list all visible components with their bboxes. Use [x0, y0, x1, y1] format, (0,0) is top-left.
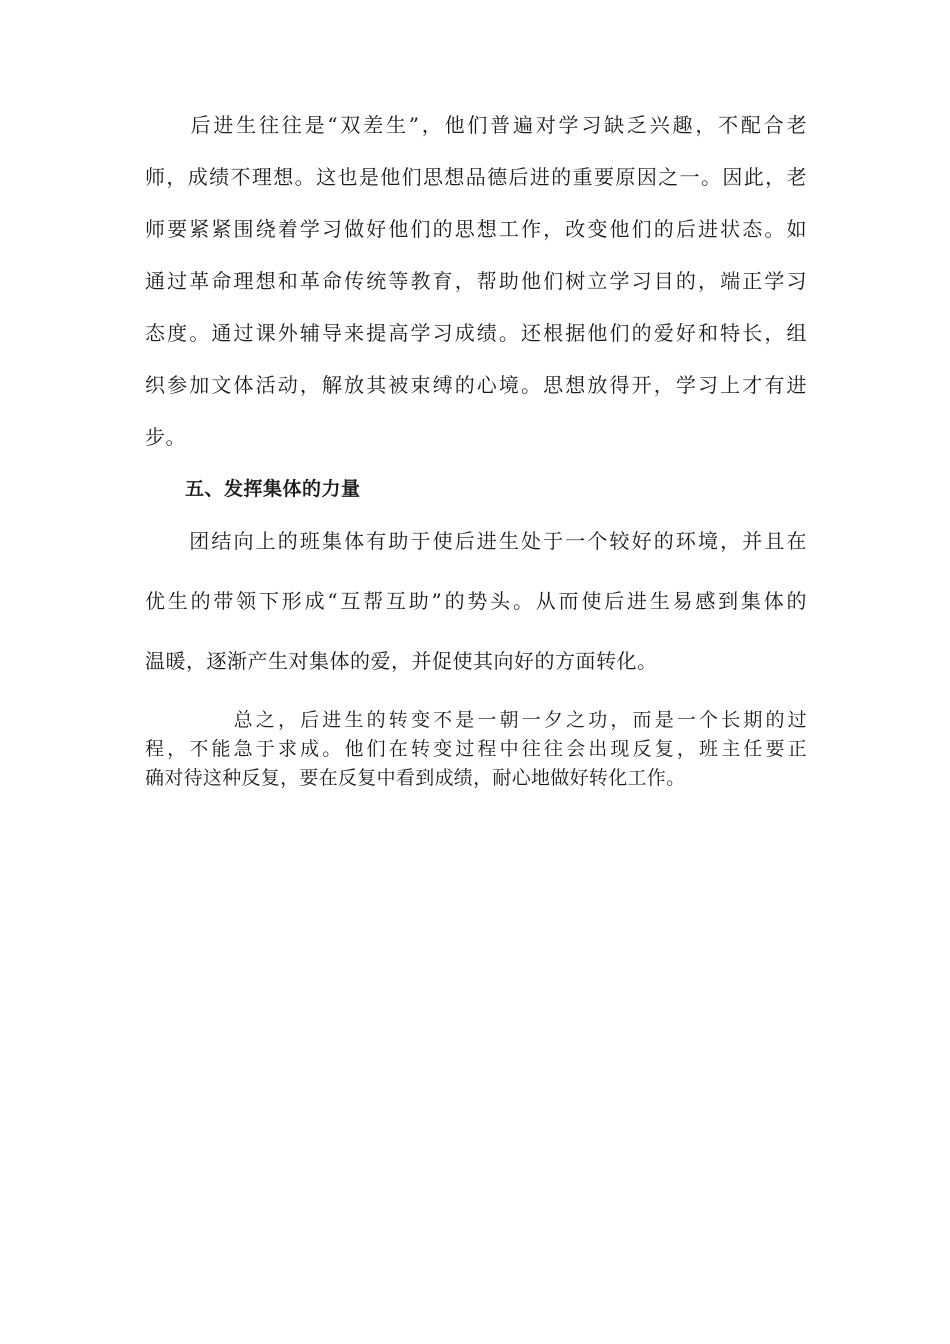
paragraph-line: 确对待这种反复，要在反复中看到成绩，耐心地做好转化工作。: [145, 767, 686, 789]
paragraph-line: 态度。通过课外辅导来提高学习成绩。还根据他们的爱好和特长，组: [145, 321, 807, 345]
paragraph-academic-support: [145, 112, 807, 450]
paragraph-line: 师要紧紧围绕着学习做好他们的思想工作，改变他们的后进状态。如: [145, 217, 807, 241]
paragraph-conclusion: [145, 708, 807, 790]
paragraph-line: 温暖，逐渐产生对集体的爱，并促使其向好的方面转化。: [145, 649, 658, 673]
paragraph-collective-power: [145, 528, 807, 674]
paragraph-line: 师，成绩不理想。这也是他们思想品德后进的重要原因之一。因此，老: [145, 165, 807, 189]
paragraph-line: 步。: [145, 425, 186, 449]
paragraph-line: 后进生往往是“双差生”，他们普遍对学习缺乏兴趣，不配合老: [145, 113, 807, 137]
paragraph-line: 总之，后进生的转变不是一朝一夕之功，而是一个长期的过: [145, 709, 807, 731]
paragraph-line: 优生的带领下形成“互帮互助”的势头。从而使后进生易感到集体的: [145, 589, 807, 613]
paragraph-line: 织参加文体活动，解放其被束缚的心境。思想放得开，学习上才有进: [145, 373, 807, 397]
section-heading: 五、发挥集体的力量: [185, 478, 361, 500]
document-body: [145, 112, 807, 795]
paragraph-line: 程，不能急于求成。他们在转变过程中往往会出现反复，班主任要正: [145, 738, 807, 760]
paragraph-line: 团结向上的班集体有助于使后进生处于一个较好的环境，并且在: [145, 529, 807, 553]
paragraph-line: 通过革命理想和革命传统等教育，帮助他们树立学习目的，端正学习: [145, 269, 807, 293]
